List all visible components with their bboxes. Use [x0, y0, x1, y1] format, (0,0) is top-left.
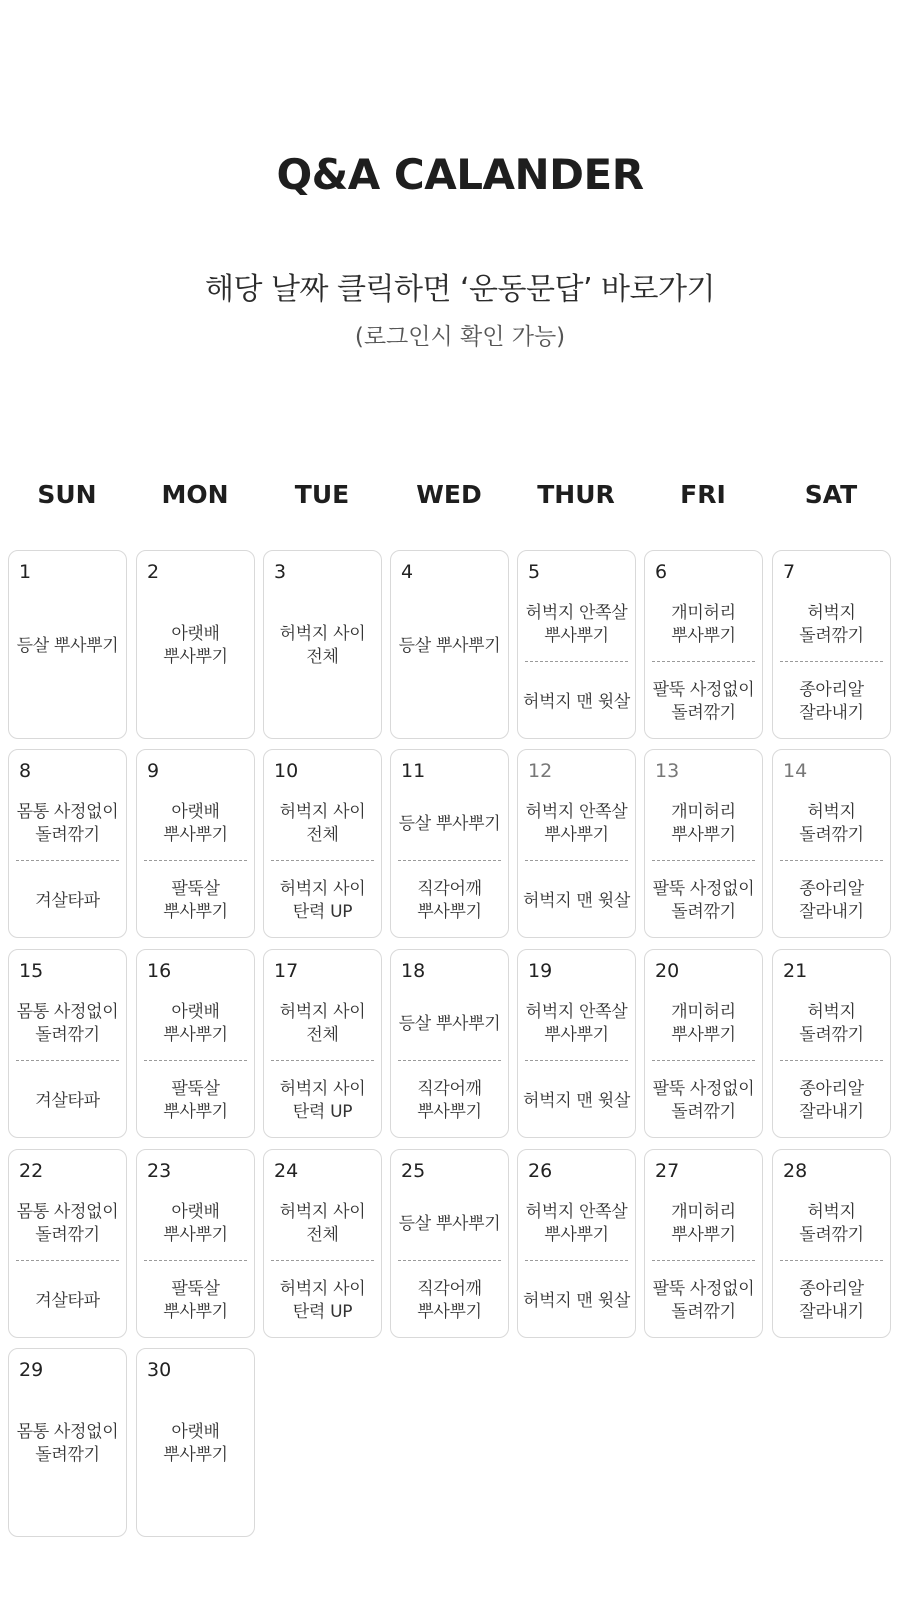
exercise-label-bottom: 허벅지 맨 윗살: [523, 691, 630, 712]
dashed-divider: [780, 661, 883, 662]
weekday-fri: FRI: [680, 480, 726, 509]
calendar-day-15[interactable]: [8, 949, 127, 1138]
exercise-label-bottom: 팔뚝 사정없이 돌려깎기: [652, 680, 755, 723]
exercise-label-bottom: 팔뚝 사정없이 돌려깎기: [652, 1079, 755, 1122]
exercise-label-bottom: 직각어깨 뿌사뿌기: [417, 879, 482, 922]
dashed-divider: [525, 1260, 628, 1261]
exercise-label-top: 몸통 사정없이 돌려깎기: [16, 1202, 119, 1245]
exercise-label-top: 허벅지 안쪽살 뿌사뿌기: [525, 1002, 628, 1045]
calendar-day-6[interactable]: [644, 550, 763, 739]
day-number: 2: [147, 561, 160, 583]
dashed-divider: [525, 860, 628, 861]
calendar-day-23[interactable]: [136, 1149, 255, 1338]
exercise-label-top: 허벅지 돌려깎기: [799, 1002, 864, 1045]
exercise-label-bottom: 겨살타파: [35, 1090, 100, 1111]
weekday-thur: THUR: [537, 480, 615, 509]
dashed-divider: [525, 1060, 628, 1061]
calendar-day-20[interactable]: [644, 949, 763, 1138]
calendar-day-13[interactable]: [644, 749, 763, 938]
day-number: 27: [655, 1160, 680, 1182]
exercise-label-top: 등살 뿌사뿌기: [398, 1013, 501, 1034]
calendar-day-30[interactable]: [136, 1348, 255, 1537]
exercise-label-bottom: 허벅지 사이 탄력 UP: [279, 1079, 366, 1122]
dashed-divider: [16, 860, 119, 861]
calendar-day-27[interactable]: [644, 1149, 763, 1338]
exercise-label-top: 허벅지 돌려깎기: [799, 603, 864, 646]
exercise-label: 아랫배 뿌사뿌기: [163, 624, 228, 667]
calendar-day-7[interactable]: [772, 550, 891, 739]
calendar-day-22[interactable]: [8, 1149, 127, 1338]
dashed-divider: [780, 860, 883, 861]
exercise-label: 등살 뿌사뿌기: [16, 635, 119, 656]
exercise-label-bottom: 허벅지 맨 윗살: [523, 1090, 630, 1111]
calendar-day-19[interactable]: [517, 949, 636, 1138]
exercise-label-bottom: 종아리알 잘라내기: [799, 680, 864, 723]
calendar-day-18[interactable]: [390, 949, 509, 1138]
exercise-label-top: 허벅지 사이 전체: [279, 1202, 366, 1245]
exercise-label-top: 허벅지 안쪽살 뿌사뿌기: [525, 1202, 628, 1245]
weekday-sun: SUN: [37, 480, 97, 509]
day-number: 14: [783, 760, 808, 782]
dashed-divider: [652, 1260, 755, 1261]
day-number: 23: [147, 1160, 172, 1182]
weekday-tue: TUE: [294, 480, 350, 509]
calendar-day-29[interactable]: [8, 1348, 127, 1537]
exercise-label-bottom: 종아리알 잘라내기: [799, 879, 864, 922]
exercise-label-top: 허벅지 안쪽살 뿌사뿌기: [525, 802, 628, 845]
calendar-day-17[interactable]: [263, 949, 382, 1138]
exercise-label-bottom: 허벅지 사이 탄력 UP: [279, 879, 366, 922]
calendar-day-26[interactable]: [517, 1149, 636, 1338]
exercise-label-bottom: 팔뚝 사정없이 돌려깎기: [652, 1279, 755, 1322]
day-number: 12: [528, 760, 553, 782]
day-number: 11: [401, 760, 426, 782]
exercise-label-bottom: 팔뚝살 뿌사뿌기: [163, 1079, 228, 1122]
exercise-label-bottom: 허벅지 사이 탄력 UP: [279, 1279, 366, 1322]
day-number: 9: [147, 760, 160, 782]
exercise-label-bottom: 겨살타파: [35, 1290, 100, 1311]
day-number: 8: [19, 760, 32, 782]
day-number: 6: [655, 561, 668, 583]
dashed-divider: [652, 661, 755, 662]
day-number: 22: [19, 1160, 44, 1182]
day-number: 1: [19, 561, 32, 583]
exercise-label: 등살 뿌사뿌기: [398, 635, 501, 656]
day-number: 7: [783, 561, 796, 583]
exercise-label-top: 아랫배 뿌사뿌기: [163, 1202, 228, 1245]
day-number: 5: [528, 561, 541, 583]
exercise-label-bottom: 종아리알 잘라내기: [799, 1079, 864, 1122]
calendar-day-8[interactable]: [8, 749, 127, 938]
dashed-divider: [271, 1260, 374, 1261]
dashed-divider: [652, 1060, 755, 1061]
calendar-day-1[interactable]: [8, 550, 127, 739]
day-number: 10: [274, 760, 299, 782]
calendar-day-25[interactable]: [390, 1149, 509, 1338]
weekday-wed: WED: [416, 480, 482, 509]
day-number: 19: [528, 960, 553, 982]
day-number: 25: [401, 1160, 426, 1182]
dashed-divider: [144, 860, 247, 861]
calendar-day-16[interactable]: [136, 949, 255, 1138]
calendar-day-14[interactable]: [772, 749, 891, 938]
calendar-day-9[interactable]: [136, 749, 255, 938]
exercise-label-top: 아랫배 뿌사뿌기: [163, 802, 228, 845]
exercise-label-bottom: 허벅지 맨 윗살: [523, 1290, 630, 1311]
exercise-label-bottom: 직각어깨 뿌사뿌기: [417, 1079, 482, 1122]
day-number: 13: [655, 760, 680, 782]
exercise-label-top: 허벅지 사이 전체: [279, 802, 366, 845]
exercise-label-bottom: 직각어깨 뿌사뿌기: [417, 1279, 482, 1322]
exercise-label-top: 허벅지 돌려깎기: [799, 802, 864, 845]
exercise-label-bottom: 팔뚝 사정없이 돌려깎기: [652, 879, 755, 922]
exercise-label-bottom: 허벅지 맨 윗살: [523, 890, 630, 911]
page-subtitle: 해당 날짜 클릭하면 ‘운동문답’ 바로가기: [205, 272, 715, 307]
day-number: 24: [274, 1160, 299, 1182]
exercise-label-top: 개미허리 뿌사뿌기: [671, 1202, 736, 1245]
day-number: 20: [655, 960, 680, 982]
calendar-day-24[interactable]: [263, 1149, 382, 1338]
dashed-divider: [398, 1060, 501, 1061]
dashed-divider: [525, 661, 628, 662]
calendar-day-28[interactable]: [772, 1149, 891, 1338]
exercise-label-top: 아랫배 뿌사뿌기: [163, 1002, 228, 1045]
dashed-divider: [780, 1260, 883, 1261]
day-number: 18: [401, 960, 426, 982]
day-number: 3: [274, 561, 287, 583]
exercise-label-top: 몸통 사정없이 돌려깎기: [16, 802, 119, 845]
exercise-label-top: 개미허리 뿌사뿌기: [671, 603, 736, 646]
exercise-label-bottom: 팔뚝살 뿌사뿌기: [163, 879, 228, 922]
dashed-divider: [16, 1060, 119, 1061]
weekday-sat: SAT: [804, 480, 858, 509]
exercise-label-top: 등살 뿌사뿌기: [398, 1213, 501, 1234]
exercise-label: 몸통 사정없이 돌려깎기: [16, 1422, 119, 1465]
dashed-divider: [780, 1060, 883, 1061]
day-number: 30: [147, 1359, 172, 1381]
exercise-label-top: 개미허리 뿌사뿌기: [671, 802, 736, 845]
calendar-day-3[interactable]: [263, 550, 382, 739]
login-note: (로그인시 확인 가능): [354, 324, 566, 350]
exercise-label: 아랫배 뿌사뿌기: [163, 1422, 228, 1465]
day-number: 26: [528, 1160, 553, 1182]
day-number: 4: [401, 561, 414, 583]
calendar-day-12[interactable]: [517, 749, 636, 938]
exercise-label-bottom: 겨살타파: [35, 890, 100, 911]
dashed-divider: [144, 1060, 247, 1061]
dashed-divider: [652, 860, 755, 861]
dashed-divider: [16, 1260, 119, 1261]
weekday-mon: MON: [161, 480, 229, 509]
dashed-divider: [398, 860, 501, 861]
dashed-divider: [144, 1260, 247, 1261]
calendar-day-11[interactable]: [390, 749, 509, 938]
exercise-label: 허벅지 사이 전체: [279, 624, 366, 667]
dashed-divider: [271, 1060, 374, 1061]
exercise-label-top: 허벅지 안쪽살 뿌사뿌기: [525, 603, 628, 646]
day-number: 15: [19, 960, 44, 982]
calendar-day-2[interactable]: [136, 550, 255, 739]
dashed-divider: [398, 1260, 501, 1261]
dashed-divider: [271, 860, 374, 861]
calendar-day-4[interactable]: [390, 550, 509, 739]
calendar-day-21[interactable]: [772, 949, 891, 1138]
exercise-label-top: 몸통 사정없이 돌려깎기: [16, 1002, 119, 1045]
day-number: 16: [147, 960, 172, 982]
day-number: 29: [19, 1359, 44, 1381]
exercise-label-bottom: 팔뚝살 뿌사뿌기: [163, 1279, 228, 1322]
exercise-label-bottom: 종아리알 잘라내기: [799, 1279, 864, 1322]
page-title: Q&A CALANDER: [276, 150, 644, 199]
day-number: 17: [274, 960, 299, 982]
day-number: 21: [783, 960, 808, 982]
calendar-day-5[interactable]: [517, 550, 636, 739]
exercise-label-top: 허벅지 돌려깎기: [799, 1202, 864, 1245]
exercise-label-top: 개미허리 뿌사뿌기: [671, 1002, 736, 1045]
exercise-label-top: 허벅지 사이 전체: [279, 1002, 366, 1045]
day-number: 28: [783, 1160, 808, 1182]
calendar-day-10[interactable]: [263, 749, 382, 938]
exercise-label-top: 등살 뿌사뿌기: [398, 813, 501, 834]
